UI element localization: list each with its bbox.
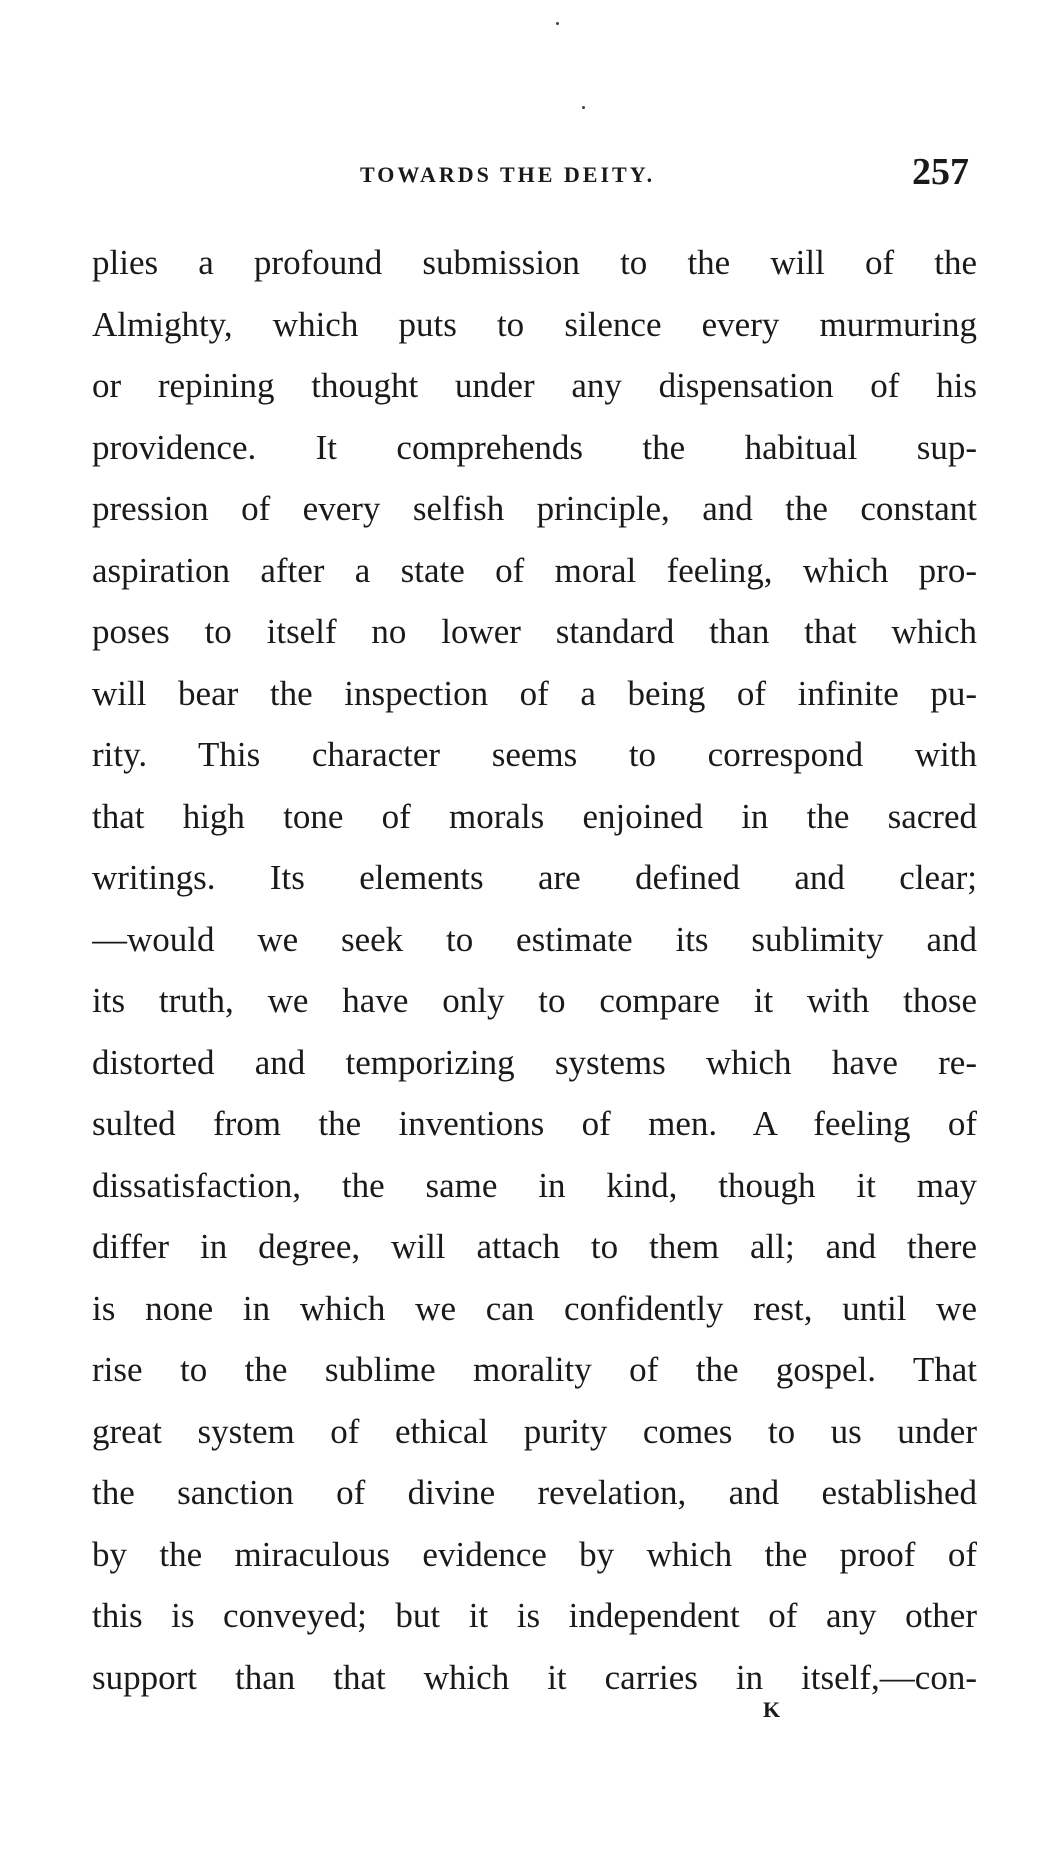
text-line: —would we seek to estimate its sublimity and: [92, 919, 977, 959]
text-line: pression of every selfish principle, and the constant: [92, 489, 977, 528]
text-line: that high tone of morals enjoined in the sacred: [92, 796, 977, 836]
text-line: writings. Its elements are defined and clear;: [92, 858, 977, 897]
text-line: will bear the inspection of a being of infinite pu-: [92, 673, 977, 713]
paper-speck: [556, 22, 559, 25]
text-line: rity. This character seems to correspond with: [92, 735, 977, 774]
text-line: distorted and temporizing systems which have re-: [92, 1042, 977, 1082]
text-line: great system of ethical purity comes to us under: [92, 1411, 977, 1451]
running-head: TOWARDS THE DEITY.: [360, 162, 656, 187]
text-line: is none in which we can confidently rest, until we: [92, 1288, 977, 1328]
text-line: support than that which it carries in itself,—con-: [92, 1657, 977, 1697]
text-line: the sanction of divine revelation, and established: [92, 1473, 977, 1512]
text-line: providence. It comprehends the habitual sup-: [92, 427, 977, 467]
signature-mark: K: [763, 1697, 782, 1722]
page-header: [0, 150, 1057, 200]
text-line: plies a profound submission to the will of the: [92, 243, 977, 282]
text-line: aspiration after a state of moral feeling, which pro-: [92, 550, 977, 590]
page-number: 257: [912, 151, 969, 193]
text-line: this is conveyed; but it is independent of any other: [92, 1596, 977, 1635]
text-line: its truth, we have only to compare it with those: [92, 981, 977, 1020]
paper-speck: [582, 106, 585, 109]
text-line: differ in degree, will attach to them all; and there: [92, 1227, 977, 1266]
text-line: poses to itself no lower standard than that which: [92, 612, 977, 651]
text-line: sulted from the inventions of men. A feeling of: [92, 1104, 977, 1143]
text-line: dissatisfaction, the same in kind, though it may: [92, 1165, 977, 1205]
text-line: rise to the sublime morality of the gospel. That: [92, 1350, 977, 1389]
text-line: or repining thought under any dispensation of his: [92, 366, 977, 405]
text-line: Almighty, which puts to silence every murmuring: [92, 304, 977, 344]
text-line: by the miraculous evidence by which the proof of: [92, 1534, 977, 1574]
body-text: [92, 232, 977, 1708]
